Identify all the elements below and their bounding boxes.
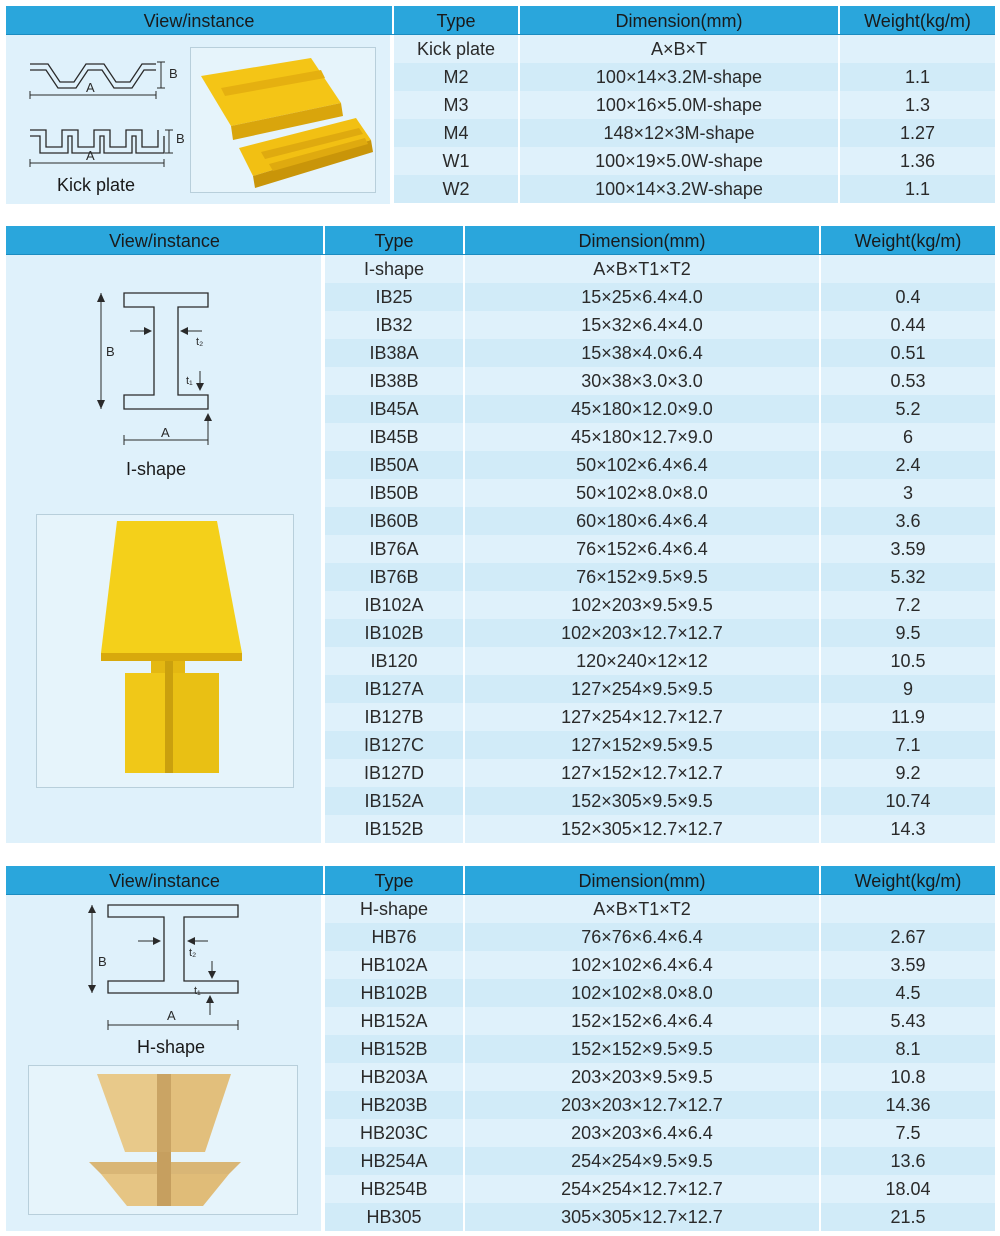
weight-cell: 9.2	[819, 759, 995, 787]
header-weight: Weight(kg/m)	[819, 226, 995, 254]
weight-cell: 21.5	[819, 1203, 995, 1231]
kick-plate-table-header	[6, 6, 995, 35]
dimension-cell: 76×152×9.5×9.5	[463, 563, 819, 591]
dimension-cell: 203×203×12.7×12.7	[463, 1091, 819, 1119]
dimension-cell: 102×203×9.5×9.5	[463, 591, 819, 619]
weight-cell: 14.3	[819, 815, 995, 843]
dimension-cell: 203×203×6.4×6.4	[463, 1119, 819, 1147]
weight-cell: 13.6	[819, 1147, 995, 1175]
type-cell: M2	[392, 63, 518, 91]
table-row	[323, 1063, 995, 1091]
kick-plate-section	[6, 6, 995, 204]
i-shape-label: I-shape	[125, 459, 187, 479]
table-row	[323, 1007, 995, 1035]
dimension-cell: 127×152×12.7×12.7	[463, 759, 819, 787]
dimension-cell: A×B×T1×T2	[463, 895, 819, 923]
type-cell: W2	[392, 175, 518, 203]
dimension-cell: 254×254×9.5×9.5	[463, 1147, 819, 1175]
weight-cell: 3.59	[819, 951, 995, 979]
dimension-cell: 102×203×12.7×12.7	[463, 619, 819, 647]
kick-plate-rows	[6, 35, 995, 204]
weight-cell: 1.1	[838, 63, 995, 91]
type-cell: IB32	[323, 311, 463, 339]
weight-cell: 6	[819, 423, 995, 451]
weight-cell: 9.5	[819, 619, 995, 647]
table-row	[392, 119, 995, 147]
table-row	[323, 339, 995, 367]
header-type: Type	[323, 866, 463, 894]
header-view: View/instance	[109, 871, 220, 891]
weight-cell	[819, 255, 995, 283]
weight-cell: 7.2	[819, 591, 995, 619]
table-row	[323, 923, 995, 951]
dimension-cell: 60×180×6.4×6.4	[463, 507, 819, 535]
table-row	[323, 787, 995, 815]
table-row	[392, 175, 995, 203]
header-weight: Weight(kg/m)	[838, 6, 995, 34]
table-row	[323, 395, 995, 423]
table-row	[323, 895, 995, 923]
table-row	[323, 535, 995, 563]
dimension-cell: 45×180×12.7×9.0	[463, 423, 819, 451]
type-cell: IB45A	[323, 395, 463, 423]
h-shape-dim-a: A	[167, 1008, 176, 1023]
weight-cell: 10.5	[819, 647, 995, 675]
table-row	[323, 1175, 995, 1203]
dimension-cell: A×B×T	[518, 35, 838, 63]
table-row	[392, 91, 995, 119]
h-shape-label: H-shape	[136, 1037, 206, 1057]
dimension-cell: A×B×T1×T2	[463, 255, 819, 283]
dimension-cell: 127×254×9.5×9.5	[463, 675, 819, 703]
table-row	[323, 951, 995, 979]
type-cell: IB38A	[323, 339, 463, 367]
type-cell: H-shape	[323, 895, 463, 923]
type-cell: HB152A	[323, 1007, 463, 1035]
type-cell: IB127D	[323, 759, 463, 787]
kick-plate-dim-a-bottom: A	[86, 148, 95, 163]
type-cell: HB102A	[323, 951, 463, 979]
dimension-cell: 152×305×9.5×9.5	[463, 787, 819, 815]
dimension-cell: 100×19×5.0W-shape	[518, 147, 838, 175]
type-cell: HB76	[323, 923, 463, 951]
weight-cell: 2.4	[819, 451, 995, 479]
i-shape-table-header	[6, 226, 995, 255]
type-cell: IB76A	[323, 535, 463, 563]
dimension-cell: 15×32×6.4×4.0	[463, 311, 819, 339]
dimension-cell: 152×152×9.5×9.5	[463, 1035, 819, 1063]
weight-cell: 14.36	[819, 1091, 995, 1119]
type-cell: IB102A	[323, 591, 463, 619]
dimension-cell: 100×16×5.0M-shape	[518, 91, 838, 119]
h-shape-rows	[6, 895, 995, 1231]
type-cell: IB25	[323, 283, 463, 311]
type-cell: IB38B	[323, 367, 463, 395]
table-row	[323, 423, 995, 451]
type-cell: HB152B	[323, 1035, 463, 1063]
table-row	[323, 479, 995, 507]
weight-cell: 5.32	[819, 563, 995, 591]
table-row	[323, 367, 995, 395]
weight-cell: 10.8	[819, 1063, 995, 1091]
weight-cell	[819, 895, 995, 923]
table-row	[392, 147, 995, 175]
weight-cell: 1.27	[838, 119, 995, 147]
header-dimension: Dimension(mm)	[518, 6, 838, 34]
dimension-cell: 203×203×9.5×9.5	[463, 1063, 819, 1091]
type-cell: IB152A	[323, 787, 463, 815]
type-cell: IB76B	[323, 563, 463, 591]
weight-cell: 3.6	[819, 507, 995, 535]
weight-cell: 0.51	[819, 339, 995, 367]
i-shape-rows	[6, 255, 995, 843]
table-row	[323, 979, 995, 1007]
table-row	[323, 1147, 995, 1175]
dimension-cell: 50×102×6.4×6.4	[463, 451, 819, 479]
weight-cell: 1.3	[838, 91, 995, 119]
table-row	[323, 703, 995, 731]
table-row	[323, 731, 995, 759]
dimension-cell: 15×38×4.0×6.4	[463, 339, 819, 367]
type-cell: M4	[392, 119, 518, 147]
type-cell: HB203A	[323, 1063, 463, 1091]
header-type: Type	[323, 226, 463, 254]
table-row	[323, 1119, 995, 1147]
header-dimension: Dimension(mm)	[463, 866, 819, 894]
i-shape-dim-t2: t₂	[196, 336, 204, 348]
table-row	[323, 255, 995, 283]
weight-cell: 9	[819, 675, 995, 703]
dimension-cell: 305×305×12.7×12.7	[463, 1203, 819, 1231]
header-weight: Weight(kg/m)	[819, 866, 995, 894]
type-cell: HB254B	[323, 1175, 463, 1203]
dimension-cell: 127×254×12.7×12.7	[463, 703, 819, 731]
type-cell: Kick plate	[392, 35, 518, 63]
dimension-cell: 152×152×6.4×6.4	[463, 1007, 819, 1035]
weight-cell: 5.43	[819, 1007, 995, 1035]
weight-cell: 0.4	[819, 283, 995, 311]
table-row	[323, 1203, 995, 1231]
table-row	[323, 283, 995, 311]
type-cell: IB120	[323, 647, 463, 675]
dimension-cell: 30×38×3.0×3.0	[463, 367, 819, 395]
type-cell: HB305	[323, 1203, 463, 1231]
table-row	[323, 647, 995, 675]
weight-cell: 4.5	[819, 979, 995, 1007]
table-row	[323, 759, 995, 787]
header-dimension: Dimension(mm)	[463, 226, 819, 254]
dimension-cell: 102×102×6.4×6.4	[463, 951, 819, 979]
type-cell: IB152B	[323, 815, 463, 843]
i-shape-section	[6, 226, 995, 843]
weight-cell: 2.67	[819, 923, 995, 951]
dimension-cell: 254×254×12.7×12.7	[463, 1175, 819, 1203]
h-shape-dim-t1: t₁	[194, 985, 201, 997]
type-cell: HB203B	[323, 1091, 463, 1119]
weight-cell: 3.59	[819, 535, 995, 563]
table-row	[323, 1035, 995, 1063]
weight-cell: 0.44	[819, 311, 995, 339]
type-cell: M3	[392, 91, 518, 119]
type-cell: IB50A	[323, 451, 463, 479]
weight-cell: 5.2	[819, 395, 995, 423]
kick-plate-dim-b-top: B	[169, 66, 178, 81]
table-row	[323, 1091, 995, 1119]
table-row	[392, 63, 995, 91]
i-shape-dim-a: A	[161, 425, 170, 440]
type-cell: IB45B	[323, 423, 463, 451]
type-cell: W1	[392, 147, 518, 175]
table-row	[323, 507, 995, 535]
table-row	[323, 619, 995, 647]
type-cell: HB102B	[323, 979, 463, 1007]
h-shape-dim-b: B	[98, 954, 107, 969]
type-cell: I-shape	[323, 255, 463, 283]
kick-plate-dim-b-bottom: B	[176, 131, 185, 146]
table-row	[323, 563, 995, 591]
dimension-cell: 127×152×9.5×9.5	[463, 731, 819, 759]
header-view: View/instance	[143, 11, 255, 31]
dimension-cell: 76×76×6.4×6.4	[463, 923, 819, 951]
type-cell: IB127A	[323, 675, 463, 703]
dimension-cell: 100×14×3.2W-shape	[518, 175, 838, 203]
table-row	[323, 311, 995, 339]
type-cell: IB50B	[323, 479, 463, 507]
header-type: Type	[392, 6, 518, 34]
type-cell: IB60B	[323, 507, 463, 535]
h-shape-section	[6, 866, 995, 1231]
weight-cell: 7.1	[819, 731, 995, 759]
dimension-cell: 148×12×3M-shape	[518, 119, 838, 147]
dimension-cell: 15×25×6.4×4.0	[463, 283, 819, 311]
header-view: View/instance	[109, 231, 220, 251]
weight-cell	[838, 35, 995, 63]
i-shape-dim-t1: t₁	[186, 375, 193, 387]
weight-cell: 7.5	[819, 1119, 995, 1147]
h-shape-dim-t2: t₂	[189, 947, 197, 959]
type-cell: IB127C	[323, 731, 463, 759]
dimension-cell: 152×305×12.7×12.7	[463, 815, 819, 843]
table-row	[323, 591, 995, 619]
dimension-cell: 50×102×8.0×8.0	[463, 479, 819, 507]
weight-cell: 1.36	[838, 147, 995, 175]
table-row	[323, 675, 995, 703]
table-row	[323, 815, 995, 843]
dimension-cell: 76×152×6.4×6.4	[463, 535, 819, 563]
i-shape-dim-b: B	[106, 344, 115, 359]
type-cell: IB102B	[323, 619, 463, 647]
kick-plate-label: Kick plate	[56, 175, 136, 195]
dimension-cell: 102×102×8.0×8.0	[463, 979, 819, 1007]
weight-cell: 10.74	[819, 787, 995, 815]
weight-cell: 18.04	[819, 1175, 995, 1203]
table-row	[323, 451, 995, 479]
weight-cell: 1.1	[838, 175, 995, 203]
table-row	[392, 35, 995, 63]
dimension-cell: 100×14×3.2M-shape	[518, 63, 838, 91]
h-shape-table-header	[6, 866, 995, 895]
kick-plate-dim-a-top: A	[86, 80, 95, 95]
dimension-cell: 120×240×12×12	[463, 647, 819, 675]
weight-cell: 11.9	[819, 703, 995, 731]
type-cell: HB203C	[323, 1119, 463, 1147]
weight-cell: 0.53	[819, 367, 995, 395]
type-cell: IB127B	[323, 703, 463, 731]
weight-cell: 8.1	[819, 1035, 995, 1063]
dimension-cell: 45×180×12.0×9.0	[463, 395, 819, 423]
type-cell: HB254A	[323, 1147, 463, 1175]
weight-cell: 3	[819, 479, 995, 507]
